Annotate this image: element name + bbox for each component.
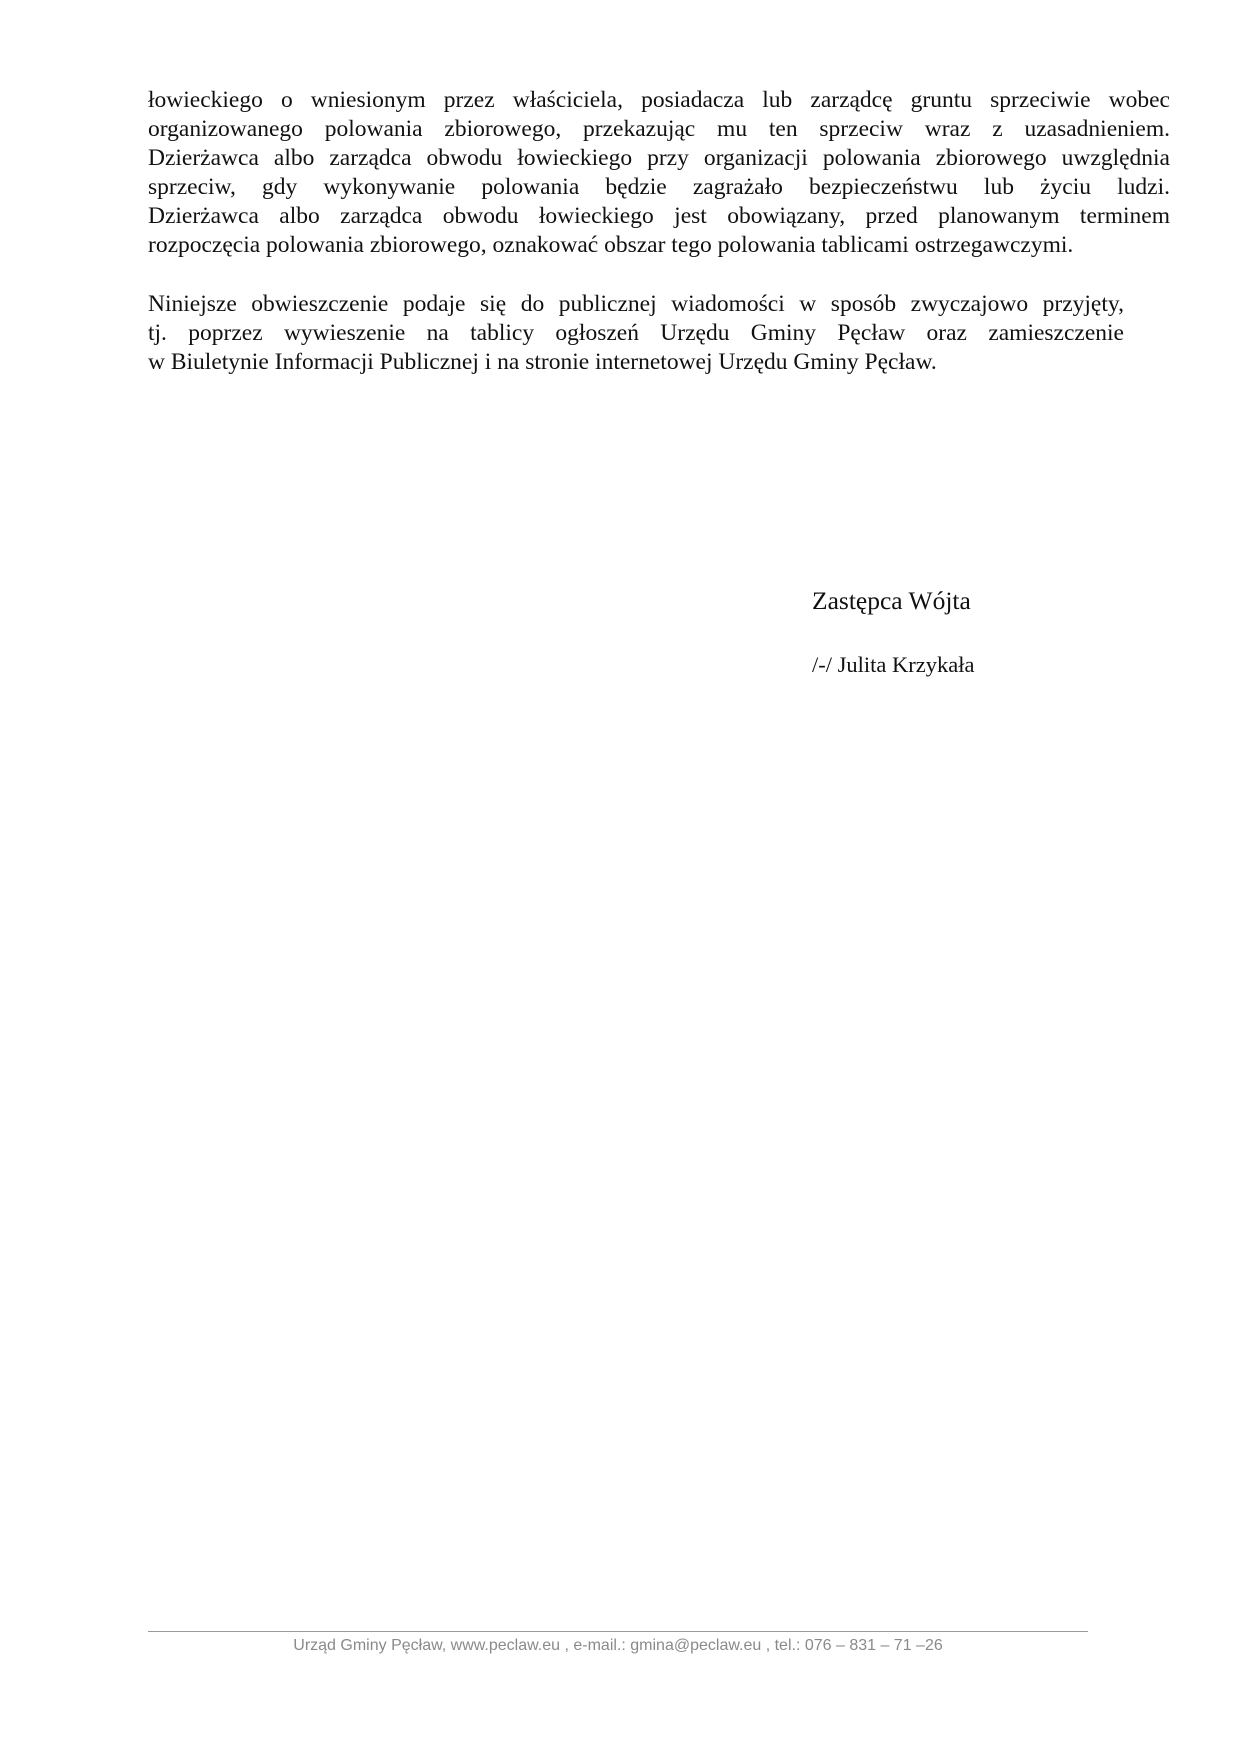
paragraph-line: tj. poprzez wywieszenie na tablicy ogłoszeń Urzędu Gminy Pęcław oraz zamieszczenie (148, 320, 1124, 346)
footer-contact: Urząd Gminy Pęcław, www.peclaw.eu , e-mail.: gmina@peclaw.eu , tel.: 076 – 831 – 71 –26 (293, 1637, 943, 1654)
paragraph-line: rozpoczęcia polowania zbiorowego, oznakować obszar tego polowania tablicami ostrzegawczymi. (148, 232, 1074, 258)
signature-title: Zastępca Wójta (812, 586, 971, 615)
signature-name: /-/ Julita Krzykała (812, 652, 975, 677)
paragraph-publication-notice (148, 290, 1124, 377)
paragraph-line: Dzierżawca albo zarządca obwodu łowieckiego jest obowiązany, przed planowanym terminem (148, 203, 1170, 229)
footer-divider (148, 1631, 1088, 1632)
paragraph-line: sprzeciw, gdy wykonywanie polowania będzie zagrażało bezpieczeństwu lub życiu ludzi. (148, 174, 1170, 200)
paragraph-line: organizowanego polowania zbiorowego, przekazując mu ten sprzeciw wraz z uzasadnieniem. (148, 116, 1170, 142)
paragraph-line: łowieckiego o wniesionym przez właściciela, posiadacza lub zarządcę gruntu sprzeciwie wobec (148, 87, 1170, 113)
paragraph-line: Niniejsze obwieszczenie podaje się do publicznej wiadomości w sposób zwyczajowo przyjęty, (148, 291, 1124, 317)
paragraph-hunting-objection (148, 86, 1170, 260)
paragraph-line: Dzierżawca albo zarządca obwodu łowieckiego przy organizacji polowania zbiorowego uwzględnia (148, 145, 1170, 171)
paragraph-line: w Biuletynie Informacji Publicznej i na stronie internetowej Urzędu Gminy Pęcław. (148, 349, 937, 375)
